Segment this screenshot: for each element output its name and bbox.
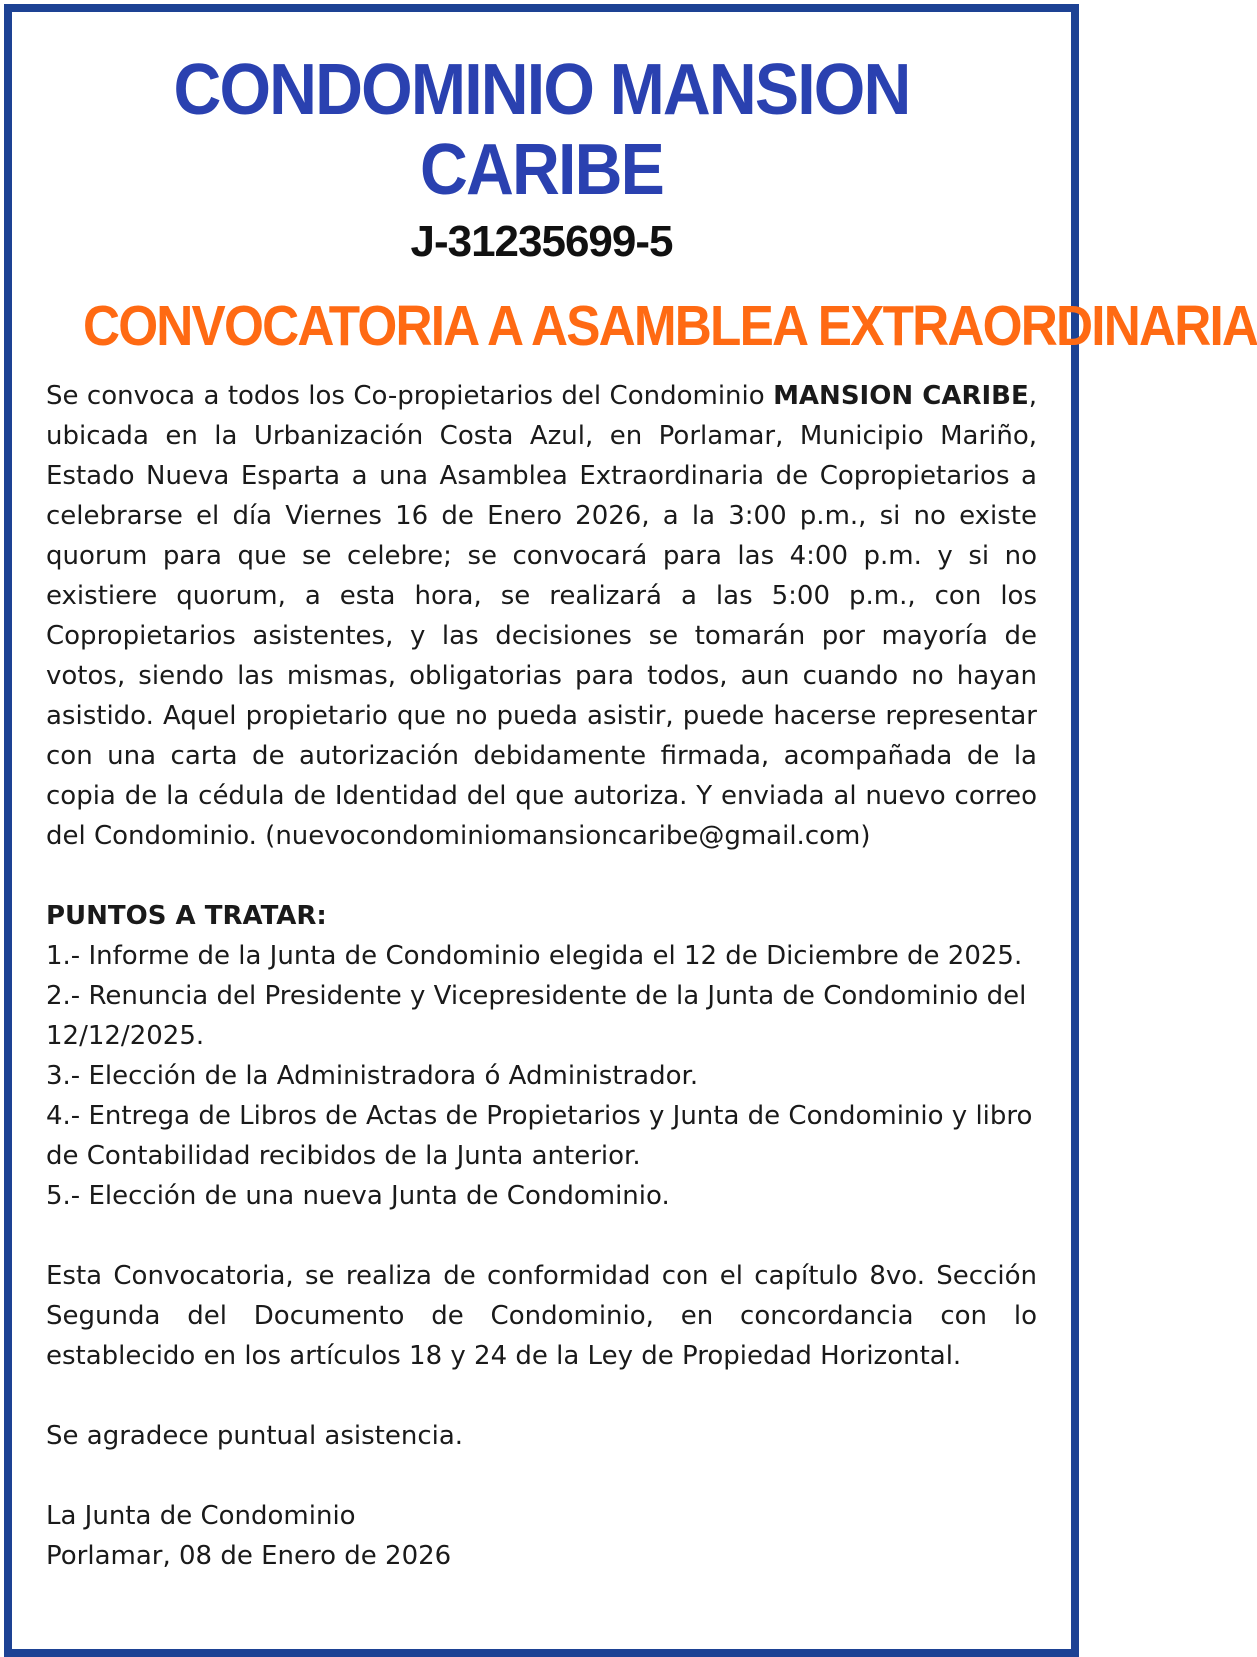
signature-name: La Junta de Condominio — [46, 1501, 356, 1531]
document-content — [32, 12, 1257, 1649]
signature-block — [46, 1496, 1037, 1576]
rif-number: J-31235699-5 — [410, 217, 673, 266]
points-heading: PUNTOS A TRATAR: — [46, 901, 327, 931]
point-item: 4.- Entrega de Libros de Actas de Propietarios y Junta de Condominio y libro de Contabilidad recibidos de la Junta anterior. — [46, 1101, 1033, 1171]
intro-paragraph — [46, 376, 1037, 856]
intro-text-start: Se convoca a todos los Co-propietarios del Condominio — [46, 381, 774, 411]
point-item: 3.- Elección de la Administradora ó Administrador. — [46, 1061, 699, 1091]
thanks-line: Se agradece puntual asistencia. — [46, 1421, 464, 1451]
legal-paragraph: Esta Convocatoria, se realiza de conformidad con el capítulo 8vo. Sección Segunda del Documento de Condominio, en concordancia con lo establecido en los artículos 18 y 24 de la Ley de Propiedad Horizontal. — [46, 1261, 1037, 1371]
document-subtitle: CONVOCATORIA A ASAMBLEA EXTRAORDINARIA — [82, 294, 1257, 358]
intro-text-rest: , ubicada en la Urbanización Costa Azul, en Porlamar, Municipio Mariño, Estado Nueva Esparta a una Asamblea Extraordinaria de Copropietarios a celebrarse el día Viernes 16 de Enero 2026, a la 3:00 p.m., si no existe quorum para que se celebre; se convocará para las 4:00 p.m. y si no existiere quorum, a esta hora, se realizará a las 5:00 p.m., con los Copropietarios asistentes, y las decisiones se tomarán por mayoría de votos, siendo las mismas, obligatorias para todos, aun cuando no hayan asistido. Aquel propietario que no pueda asistir, puede hacerse representar con una carta de autorización debidamente firmada, acompañada de la copia de la cédula de Identidad del que autoriza. Y enviada al nuevo correo del Condominio. (nuevocondominiomansioncaribe@gmail.com) — [46, 381, 1038, 851]
point-item: 5.- Elección de una nueva Junta de Condominio. — [46, 1181, 670, 1211]
document-title: CONDOMINIO MANSION CARIBE — [173, 50, 910, 210]
signature-place-date: Porlamar, 08 de Enero de 2026 — [46, 1541, 452, 1571]
condo-name-bold: MANSION CARIBE — [773, 381, 1029, 411]
points-list — [46, 936, 1037, 1216]
point-item: 1.- Informe de la Junta de Condominio elegida el 12 de Diciembre de 2025. — [46, 941, 1023, 971]
document-border — [4, 4, 1257, 1657]
point-item: 2.- Renuncia del Presidente y Vicepresidente de la Junta de Condominio del 12/12/2025. — [46, 981, 1027, 1051]
